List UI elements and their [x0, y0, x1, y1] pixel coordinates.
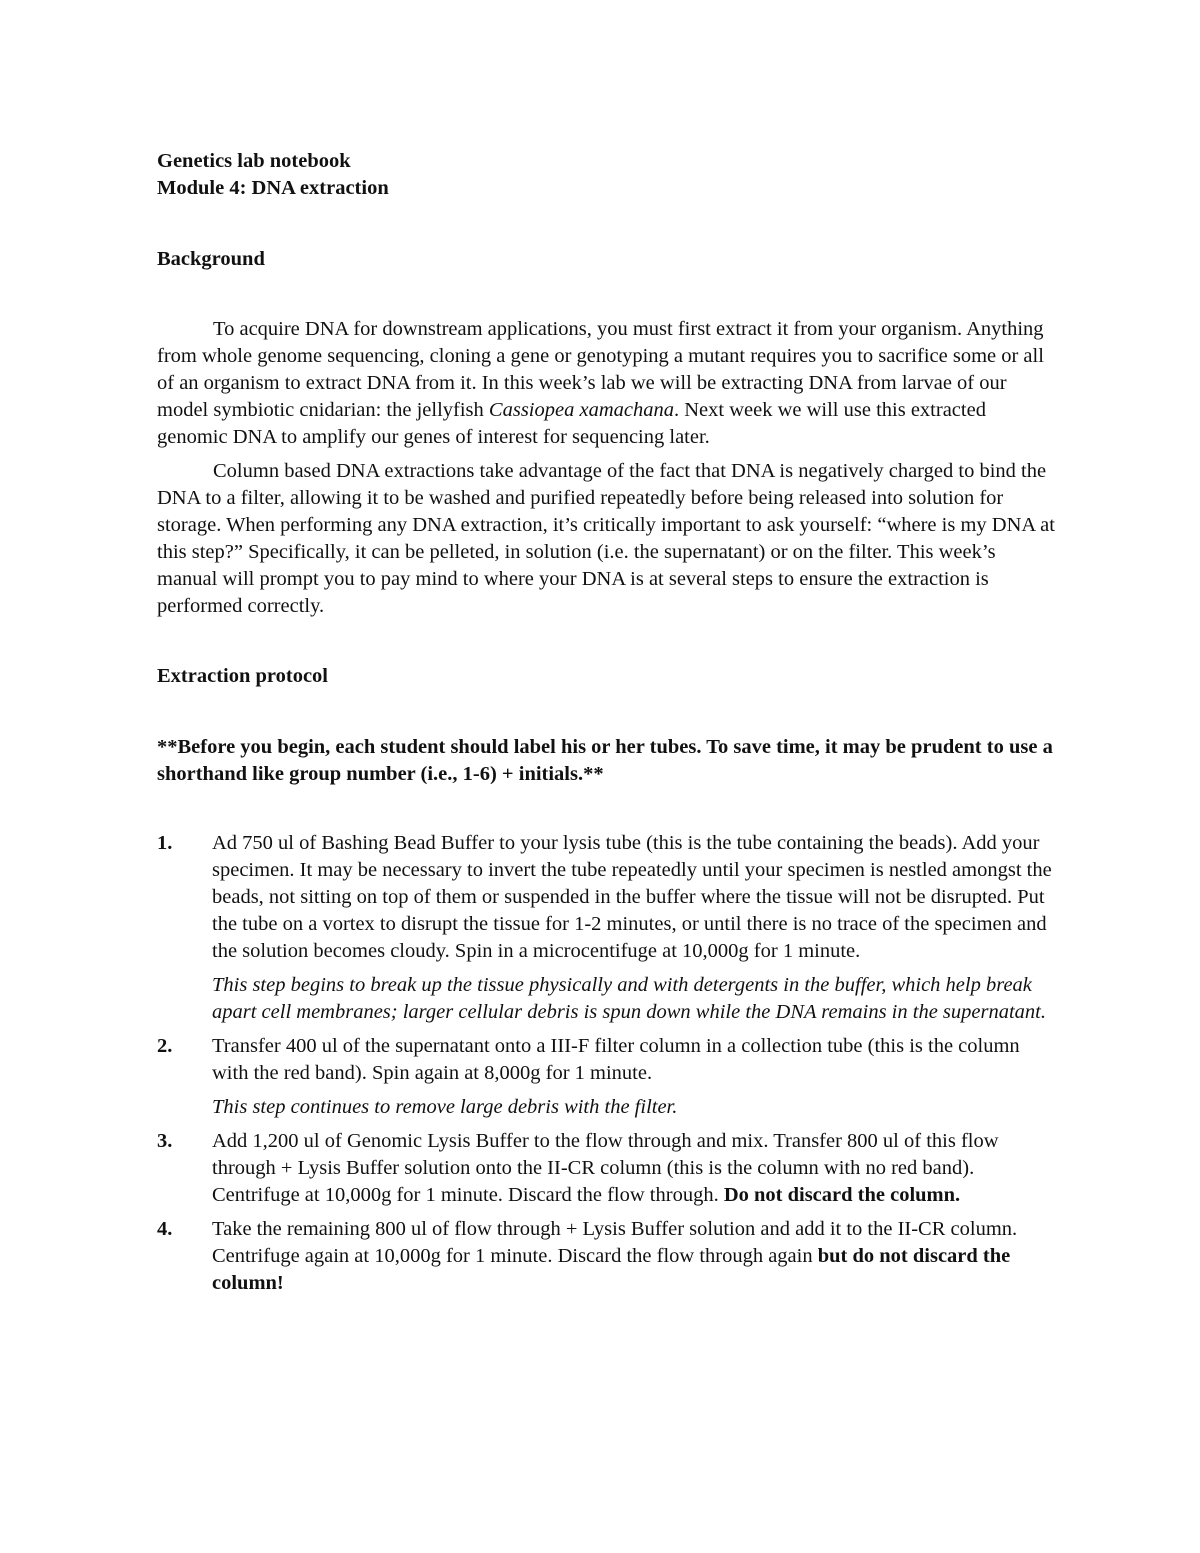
- background-text-a: To acquire DNA for downstream applications, you must first extract it from your organism. Anything from whole genome sequencing, cloning a gene or genotyping a mutant requires you to sacrifice some or all of an organism to extract DNA from it. In this week’s lab we will be extracting DNA from larvae of our model symbiotic cnidarian: the jellyfish: [157, 318, 1044, 421]
- protocol-heading: Extraction protocol: [157, 665, 328, 687]
- step-emphasis: Do not discard the column.: [723, 1184, 961, 1206]
- step-body: Ad 750 ul of Bashing Bead Buffer to your lysis tube (this is the tube containing the beads). Add your specimen. It may be necessary to invert the tube repeatedly until your specimen is nestled amongst the beads, not sitting on top of them or suspended in the buffer where the tissue will not be disrupted. Put the tube on a vortex to disrupt the tissue for 1-2 minutes, or until there is no trace of the specimen and the solution becomes cloudy. Spin in a microcentifuge at 10,000g for 1 minute.: [212, 832, 1052, 962]
- step-text: [212, 1216, 1060, 1297]
- document-title: Genetics lab notebook: [157, 150, 351, 172]
- step-text: [212, 1128, 1060, 1209]
- protocol-step: [157, 1216, 1060, 1297]
- protocol-step: [157, 830, 1060, 1026]
- module-title: Module 4: DNA extraction: [157, 177, 389, 199]
- step-body: Transfer 400 ul of the supernatant onto a III-F filter column in a collection tube (this is the column with the red band). Spin again at 8,000g for 1 minute.: [212, 1035, 1020, 1084]
- step-number: 4.: [157, 1218, 173, 1240]
- step-text: [212, 1033, 1060, 1087]
- step-body: Add 1,200 ul of Genomic Lysis Buffer to the flow through and mix. Transfer 800 ul of this flow through + Lysis Buffer solution onto the II-CR column (this is the column with no red band). Centrifuge at 10,000g for 1 minute. Discard the flow through.: [212, 1130, 999, 1206]
- background-paragraph-1: [157, 316, 1060, 451]
- step-number: 2.: [157, 1035, 173, 1057]
- species-name: Cassiopea xamachana: [488, 399, 674, 421]
- protocol-steps: [157, 830, 1060, 1297]
- step-number: 3.: [157, 1130, 173, 1152]
- step-number: 1.: [157, 832, 173, 854]
- protocol-step: [157, 1033, 1060, 1121]
- step-note: This step begins to break up the tissue physically and with detergents in the buffer, which help break apart cell membranes; larger cellular debris is spun down while the DNA remains in the supernatant.: [212, 974, 1046, 1023]
- protocol-step: [157, 1128, 1060, 1209]
- background-heading: Background: [157, 248, 265, 270]
- step-note: This step continues to remove large debris with the filter.: [212, 1096, 678, 1118]
- step-text: [212, 830, 1060, 965]
- step-body: Take the remaining 800 ul of flow through + Lysis Buffer solution and add it to the II-CR column. Centrifuge again at 10,000g for 1 minute. Discard the flow through again: [212, 1218, 1018, 1267]
- background-text-b: . Next week we will use this extracted genomic DNA to amplify our genes of interest for sequencing later.: [157, 399, 986, 448]
- background-paragraph-2: Column based DNA extractions take advantage of the fact that DNA is negatively charged to bind the DNA to a filter, allowing it to be washed and purified repeatedly before being released into solution for storage. When performing any DNA extraction, it’s critically important to ask yourself: “where is my DNA at this step?” Specifically, it can be pelleted, in solution (i.e. the supernatant) or on the filter. This week’s manual will prompt you to pay mind to where your DNA is at several steps to ensure the extraction is performed correctly.: [157, 460, 1055, 617]
- step-emphasis: but do not discard the column!: [212, 1245, 1011, 1294]
- before-you-begin-note: **Before you begin, each student should label his or her tubes. To save time, it may be prudent to use a shorthand like group number (i.e., 1-6) + initials.**: [157, 736, 1053, 785]
